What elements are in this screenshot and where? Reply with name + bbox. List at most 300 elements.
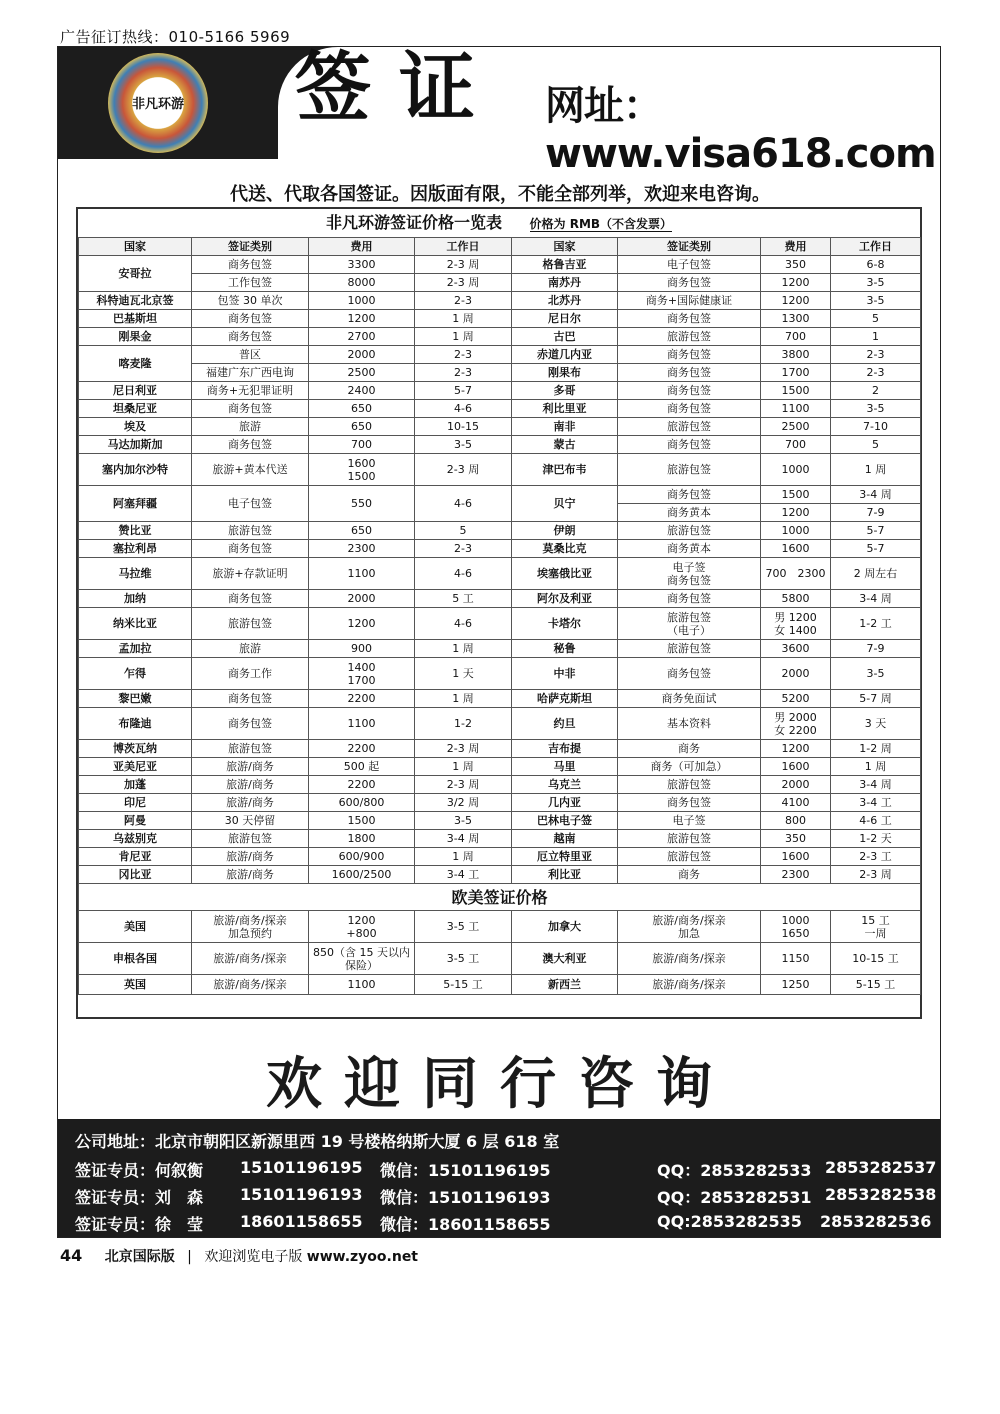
table-title-bar	[78, 209, 920, 237]
table-row	[79, 418, 921, 436]
country-cell: 刚果布	[512, 364, 618, 382]
agent-qq: QQ：2853282533	[657, 1161, 812, 1180]
type-cell: 旅游	[192, 640, 309, 658]
country-cell: 冈比亚	[79, 866, 192, 884]
header-cell: 费用	[761, 238, 831, 256]
fee-cell: 2000	[309, 590, 415, 608]
country-cell: 伊朗	[512, 522, 618, 540]
days-cell: 2-3 工	[831, 848, 921, 866]
days-cell: 2-3 周	[415, 274, 512, 292]
type-cell: 旅游/商务/探亲	[192, 975, 309, 995]
days-cell: 2-3	[831, 346, 921, 364]
table-row	[79, 436, 921, 454]
type-cell: 商务包签	[192, 256, 309, 274]
fee-cell: 1200	[761, 740, 831, 758]
type-cell: 商务+国际健康证	[618, 292, 761, 310]
days-cell: 3-5 工	[415, 943, 512, 975]
country-cell: 申根各国	[79, 943, 192, 975]
type-cell: 包签 30 单次	[192, 292, 309, 310]
country-cell: 阿曼	[79, 812, 192, 830]
table-row	[79, 690, 921, 708]
fee-cell: 2200	[309, 690, 415, 708]
country-cell: 科特迪瓦北京签	[79, 292, 192, 310]
days-cell: 1 天	[415, 658, 512, 690]
fee-cell: 1600/2500	[309, 866, 415, 884]
edition-label: 北京国际版	[104, 1249, 175, 1265]
country-cell: 英国	[79, 975, 192, 995]
days-cell: 1 周	[415, 328, 512, 346]
days-cell: 5	[415, 522, 512, 540]
agent-name: 签证专员：何叙衡	[75, 1161, 204, 1180]
days-cell: 3-5	[831, 292, 921, 310]
type-cell: 商务免面试	[618, 690, 761, 708]
fee-cell: 650	[309, 522, 415, 540]
type-cell: 工作包签	[192, 274, 309, 292]
days-cell: 5-15 工	[831, 975, 921, 995]
table-row	[79, 943, 921, 975]
type-cell: 商务包签	[192, 690, 309, 708]
days-cell: 3-5	[415, 812, 512, 830]
country-cell: 厄立特里亚	[512, 848, 618, 866]
agent-name: 签证专员：徐 莹	[75, 1215, 204, 1234]
type-cell: 旅游包签	[192, 608, 309, 640]
days-cell: 2	[831, 382, 921, 400]
type-cell: 旅游包签	[192, 740, 309, 758]
fee-cell: 1000	[761, 522, 831, 540]
fee-cell: 1500	[309, 812, 415, 830]
type-cell: 商务包签	[618, 400, 761, 418]
type-cell: 商务（可加急）	[618, 758, 761, 776]
fee-cell: 2300	[761, 866, 831, 884]
fee-cell: 2500	[309, 364, 415, 382]
fee-cell: 1000 1650	[761, 911, 831, 943]
fee-cell: 5200	[761, 690, 831, 708]
country-cell: 利比亚	[512, 866, 618, 884]
fee-cell: 1100	[309, 708, 415, 740]
days-cell: 3-5	[831, 658, 921, 690]
ad-hotline: 广告征订热线：010-5166 5969	[60, 28, 291, 46]
country-cell: 阿塞拜疆	[79, 486, 192, 522]
fee-cell: 2200	[309, 740, 415, 758]
country-cell: 尼日利亚	[79, 382, 192, 400]
visa-title: 签证	[295, 43, 503, 132]
country-cell: 蒙古	[512, 436, 618, 454]
type-cell: 商务黄本	[618, 540, 761, 558]
fee-cell: 1600	[761, 540, 831, 558]
days-cell: 1-2	[415, 708, 512, 740]
fee-cell: 1100	[761, 400, 831, 418]
header-cell: 工作日	[831, 238, 921, 256]
country-cell: 南非	[512, 418, 618, 436]
fee-cell: 1000	[761, 454, 831, 486]
days-cell: 5-7	[831, 522, 921, 540]
table-title: 非凡环游签证价格一览表	[325, 213, 502, 232]
table-row	[79, 608, 921, 640]
website-url[interactable]: 网址：www.visa618.com	[545, 83, 936, 177]
type-cell: 商务包签	[192, 590, 309, 608]
type-cell: 旅游/商务/探亲 加急	[618, 911, 761, 943]
fee-cell: 600/900	[309, 848, 415, 866]
header-cell: 工作日	[415, 238, 512, 256]
table-row	[79, 400, 921, 418]
type-cell: 商务	[618, 866, 761, 884]
fee-cell: 1400 1700	[309, 658, 415, 690]
days-cell: 7-9	[831, 504, 921, 522]
country-cell: 亚美尼亚	[79, 758, 192, 776]
table-row	[79, 708, 921, 740]
country-cell: 秘鲁	[512, 640, 618, 658]
days-cell: 1	[831, 328, 921, 346]
days-cell: 3-5	[831, 274, 921, 292]
country-cell: 纳米比亚	[79, 608, 192, 640]
country-cell: 卡塔尔	[512, 608, 618, 640]
fee-cell: 8000	[309, 274, 415, 292]
days-cell: 2-3	[415, 292, 512, 310]
country-cell: 澳大利亚	[512, 943, 618, 975]
footer-url[interactable]: www.zyoo.net	[306, 1249, 419, 1265]
fee-cell: 550	[309, 486, 415, 522]
agent-wechat: 微信：15101196193	[380, 1188, 551, 1207]
table-row	[79, 558, 921, 590]
type-cell: 电子签 商务包签	[618, 558, 761, 590]
fee-cell: 1800	[309, 830, 415, 848]
fee-cell: 2000	[761, 776, 831, 794]
agent-phone[interactable]: 15101196195	[240, 1158, 363, 1177]
days-cell: 2-3 周	[415, 454, 512, 486]
type-cell: 旅游/商务	[192, 758, 309, 776]
type-cell: 商务包签	[618, 436, 761, 454]
country-cell: 黎巴嫩	[79, 690, 192, 708]
welcome-slogan: 欢迎同行咨询	[266, 1051, 734, 1117]
type-cell: 商务包签	[618, 274, 761, 292]
fee-cell: 3300	[309, 256, 415, 274]
agent-wechat: 微信：18601158655	[380, 1215, 551, 1234]
type-cell: 电子签	[618, 812, 761, 830]
country-cell: 埃塞俄比亚	[512, 558, 618, 590]
type-cell: 旅游+存款证明	[192, 558, 309, 590]
table-row	[79, 848, 921, 866]
fee-cell: 800	[761, 812, 831, 830]
days-cell: 2-3	[415, 346, 512, 364]
days-cell: 1 周	[415, 640, 512, 658]
fee-cell: 男 1200 女 1400	[761, 608, 831, 640]
type-cell: 旅游包签	[618, 830, 761, 848]
fee-cell: 600/800	[309, 794, 415, 812]
table-row	[79, 292, 921, 310]
country-cell: 埃及	[79, 418, 192, 436]
type-cell: 商务包签	[192, 310, 309, 328]
type-cell: 商务+无犯罪证明	[192, 382, 309, 400]
price-table-container	[76, 207, 922, 1019]
table-row	[79, 658, 921, 690]
type-cell: 旅游包签	[618, 454, 761, 486]
table-row	[79, 758, 921, 776]
section-row	[79, 884, 921, 911]
fee-cell: 700	[761, 328, 831, 346]
country-cell: 乌兹别克	[79, 830, 192, 848]
section-title: 欧美签证价格	[79, 884, 921, 911]
type-cell: 商务	[618, 740, 761, 758]
table-header-row	[79, 238, 921, 256]
table-row	[79, 540, 921, 558]
days-cell: 4-6	[415, 608, 512, 640]
header-cell: 签证类别	[192, 238, 309, 256]
days-cell: 5-7 周	[831, 690, 921, 708]
table-row	[79, 975, 921, 995]
type-cell: 福建广东广西电询	[192, 364, 309, 382]
days-cell: 3 天	[831, 708, 921, 740]
country-cell: 越南	[512, 830, 618, 848]
fee-cell: 900	[309, 640, 415, 658]
agent-name: 签证专员：刘 森	[75, 1188, 204, 1207]
days-cell: 3/2 周	[415, 794, 512, 812]
fee-cell: 3800	[761, 346, 831, 364]
country-cell: 马拉维	[79, 558, 192, 590]
type-cell: 普区	[192, 346, 309, 364]
country-cell: 喀麦隆	[79, 346, 192, 382]
fee-cell: 2200	[309, 776, 415, 794]
footer-text: 欢迎浏览电子版	[204, 1249, 303, 1265]
country-cell: 加蓬	[79, 776, 192, 794]
country-cell: 塞拉利昂	[79, 540, 192, 558]
agent-phone[interactable]: 15101196193	[240, 1185, 363, 1204]
days-cell: 2-3	[415, 540, 512, 558]
country-cell: 赤道几内亚	[512, 346, 618, 364]
days-cell: 3-5 工	[415, 911, 512, 943]
footer-separator: |	[187, 1249, 192, 1265]
type-cell: 旅游包签	[618, 848, 761, 866]
table-row	[79, 590, 921, 608]
fee-cell: 700	[309, 436, 415, 454]
country-cell: 尼日尔	[512, 310, 618, 328]
days-cell: 3-4 周	[831, 486, 921, 504]
type-cell: 旅游包签	[192, 830, 309, 848]
days-cell: 2-3 周	[831, 866, 921, 884]
contact-panel	[58, 1119, 940, 1237]
country-cell: 北苏丹	[512, 292, 618, 310]
type-cell: 基本资料	[618, 708, 761, 740]
fee-cell: 2000	[761, 658, 831, 690]
country-cell: 多哥	[512, 382, 618, 400]
agent-phone[interactable]: 18601158655	[240, 1212, 363, 1231]
contact-row	[75, 1185, 935, 1209]
days-cell: 5 工	[415, 590, 512, 608]
fee-cell: 1600	[761, 758, 831, 776]
country-cell: 赞比亚	[79, 522, 192, 540]
table-row	[79, 866, 921, 884]
agent-qq: QQ:2853282535	[657, 1212, 802, 1231]
fee-cell: 500 起	[309, 758, 415, 776]
header-cell: 费用	[309, 238, 415, 256]
table-row	[79, 382, 921, 400]
type-cell: 旅游包签	[618, 418, 761, 436]
type-cell: 旅游包签	[192, 522, 309, 540]
days-cell: 4-6	[415, 400, 512, 418]
days-cell: 3-4 周	[831, 776, 921, 794]
country-cell: 津巴布韦	[512, 454, 618, 486]
table-row	[79, 274, 921, 292]
country-cell: 几内亚	[512, 794, 618, 812]
days-cell: 3-4 工	[831, 794, 921, 812]
days-cell: 5-7	[831, 540, 921, 558]
type-cell: 商务包签	[192, 436, 309, 454]
days-cell: 2-3	[831, 364, 921, 382]
type-cell: 旅游/商务	[192, 848, 309, 866]
table-row	[79, 830, 921, 848]
country-cell: 坦桑尼亚	[79, 400, 192, 418]
table-row	[79, 794, 921, 812]
days-cell: 1-2 工	[831, 608, 921, 640]
table-row	[79, 454, 921, 486]
header-cell: 签证类别	[618, 238, 761, 256]
days-cell: 2-3 周	[415, 740, 512, 758]
type-cell: 旅游	[192, 418, 309, 436]
table-row	[79, 310, 921, 328]
company-address: 公司地址：北京市朝阳区新源里西 19 号楼格纳斯大厦 6 层 618 室	[75, 1132, 560, 1151]
fee-cell: 2700	[309, 328, 415, 346]
table-row	[79, 346, 921, 364]
country-cell: 加纳	[79, 590, 192, 608]
fee-cell: 350	[761, 830, 831, 848]
type-cell: 旅游/商务	[192, 866, 309, 884]
days-cell: 1 周	[415, 310, 512, 328]
table-row	[79, 328, 921, 346]
fee-cell: 男 2000 女 2200	[761, 708, 831, 740]
type-cell: 商务包签	[192, 400, 309, 418]
type-cell: 旅游/商务	[192, 794, 309, 812]
agent-qq-2: 2853282538	[825, 1185, 937, 1204]
country-cell: 贝宁	[512, 486, 618, 522]
fee-cell: 4100	[761, 794, 831, 812]
country-cell: 塞内加尔沙特	[79, 454, 192, 486]
days-cell: 5-7	[415, 382, 512, 400]
table-row	[79, 364, 921, 382]
country-cell: 刚果金	[79, 328, 192, 346]
contact-row	[75, 1158, 935, 1182]
fee-cell: 3600	[761, 640, 831, 658]
days-cell: 7-10	[831, 418, 921, 436]
days-cell: 10-15	[415, 418, 512, 436]
agent-qq-2: 2853282537	[825, 1158, 937, 1177]
fee-cell: 1000	[309, 292, 415, 310]
country-cell: 肯尼亚	[79, 848, 192, 866]
fee-cell: 1100	[309, 558, 415, 590]
type-cell: 电子包签	[618, 256, 761, 274]
fee-cell: 1200	[761, 504, 831, 522]
fee-cell: 700 2300	[761, 558, 831, 590]
agent-qq: QQ：2853282531	[657, 1188, 812, 1207]
fee-cell: 2000	[309, 346, 415, 364]
fee-cell: 1200	[309, 310, 415, 328]
table-row	[79, 776, 921, 794]
country-cell: 格鲁吉亚	[512, 256, 618, 274]
days-cell: 10-15 工	[831, 943, 921, 975]
contact-row	[75, 1212, 935, 1236]
country-cell: 新西兰	[512, 975, 618, 995]
country-cell: 约旦	[512, 708, 618, 740]
fee-cell: 700	[761, 436, 831, 454]
type-cell: 商务黄本	[618, 504, 761, 522]
type-cell: 商务包签	[618, 794, 761, 812]
type-cell: 旅游/商务/探亲 加急预约	[192, 911, 309, 943]
type-cell: 旅游包签	[618, 776, 761, 794]
fee-cell: 2400	[309, 382, 415, 400]
country-cell: 乌克兰	[512, 776, 618, 794]
days-cell: 2-3	[415, 364, 512, 382]
country-cell: 印尼	[79, 794, 192, 812]
days-cell: 2-3 周	[415, 256, 512, 274]
type-cell: 商务包签	[192, 540, 309, 558]
days-cell: 3-5	[831, 400, 921, 418]
type-cell: 旅游包签	[618, 522, 761, 540]
fee-cell: 350	[761, 256, 831, 274]
days-cell: 3-5	[415, 436, 512, 454]
country-cell: 美国	[79, 911, 192, 943]
fee-cell: 1200	[309, 608, 415, 640]
days-cell: 1 周	[415, 690, 512, 708]
days-cell: 4-6 工	[831, 812, 921, 830]
country-cell: 哈萨克斯坦	[512, 690, 618, 708]
days-cell: 2 周左右	[831, 558, 921, 590]
country-cell: 马里	[512, 758, 618, 776]
days-cell: 2-3 周	[415, 776, 512, 794]
intro-text: 代送、代取各国签证。因版面有限，不能全部列举，欢迎来电咨询。	[230, 184, 770, 205]
country-cell: 吉布提	[512, 740, 618, 758]
country-cell: 莫桑比克	[512, 540, 618, 558]
days-cell: 1 周	[831, 454, 921, 486]
table-row	[79, 812, 921, 830]
country-cell: 古巴	[512, 328, 618, 346]
days-cell: 5-15 工	[415, 975, 512, 995]
days-cell: 7-9	[831, 640, 921, 658]
country-cell: 南苏丹	[512, 274, 618, 292]
country-cell: 布隆迪	[79, 708, 192, 740]
fee-cell: 2500	[761, 418, 831, 436]
days-cell: 3-4 周	[831, 590, 921, 608]
table-row	[79, 740, 921, 758]
logo-text: 非凡环游	[131, 97, 184, 112]
type-cell: 商务包签	[192, 708, 309, 740]
fee-cell: 1300	[761, 310, 831, 328]
type-cell: 商务包签	[618, 590, 761, 608]
price-note: 价格为 RMB（不含发票）	[529, 217, 673, 231]
country-cell: 巴林电子签	[512, 812, 618, 830]
type-cell: 商务包签	[618, 364, 761, 382]
fee-cell: 1600 1500	[309, 454, 415, 486]
type-cell: 旅游包签	[618, 640, 761, 658]
table-row	[79, 522, 921, 540]
agent-wechat: 微信：15101196195	[380, 1161, 551, 1180]
country-cell: 中非	[512, 658, 618, 690]
table-row	[79, 640, 921, 658]
fee-cell: 1200 +800	[309, 911, 415, 943]
type-cell: 旅游包签 （电子）	[618, 608, 761, 640]
company-logo-icon	[108, 53, 208, 153]
fee-cell: 1600	[761, 848, 831, 866]
fee-cell: 850（含 15 天以内 保险）	[309, 943, 415, 975]
table-row	[79, 911, 921, 943]
type-cell: 商务包签	[618, 382, 761, 400]
days-cell: 5	[831, 310, 921, 328]
fee-cell: 1500	[761, 382, 831, 400]
country-cell: 阿尔及利亚	[512, 590, 618, 608]
type-cell: 旅游+黄本代送	[192, 454, 309, 486]
table-row	[79, 486, 921, 504]
fee-cell: 650	[309, 400, 415, 418]
agent-qq-2: 2853282536	[820, 1212, 932, 1231]
fee-cell: 650	[309, 418, 415, 436]
type-cell: 旅游/商务	[192, 776, 309, 794]
